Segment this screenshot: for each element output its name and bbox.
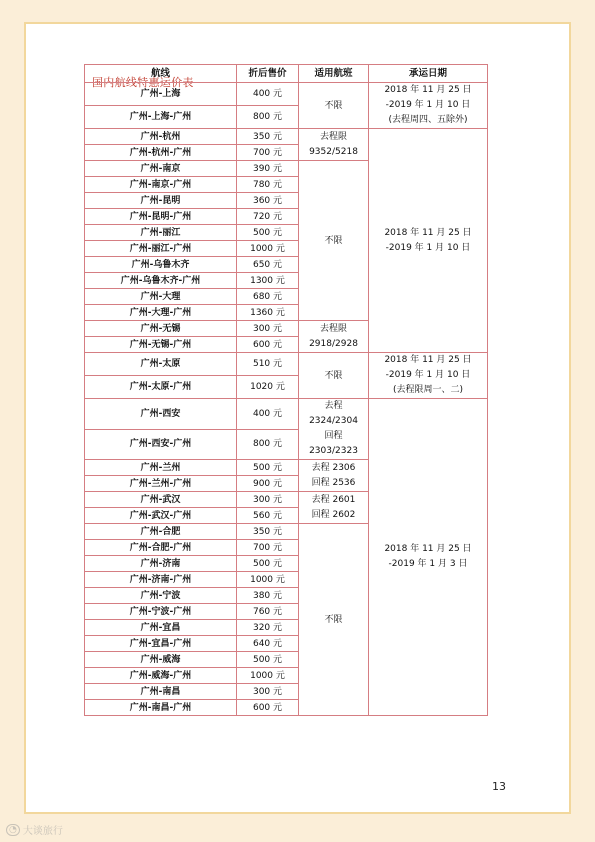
date-cell-line: 2018 年 11 月 25 日 [384, 544, 472, 554]
price-cell: 500 元 [237, 460, 299, 476]
date-cell-line: (去程限周一、二) [392, 385, 464, 395]
watermark-text: 大谈旅行 [22, 826, 63, 837]
price-cell: 500 元 [237, 652, 299, 668]
flight-cell [299, 492, 369, 524]
route-cell: 广州-西安 [85, 399, 237, 430]
price-cell: 360 元 [237, 193, 299, 209]
date-cell-line: -2019 年 1 月 10 日 [385, 242, 471, 253]
flight-cell: 不限 [299, 161, 369, 321]
price-cell: 680 元 [237, 289, 299, 305]
route-cell: 广州-上海 [85, 83, 237, 106]
date-cell-line: 2018 年 11 月 25 日 [384, 355, 472, 365]
price-cell: 350 元 [237, 129, 299, 145]
table-row [85, 353, 488, 376]
price-cell: 640 元 [237, 636, 299, 652]
route-cell: 广州-合肥-广州 [85, 540, 237, 556]
header-route: 航线 [85, 65, 237, 83]
route-cell: 广州-昆明-广州 [85, 209, 237, 225]
flight-cell [299, 460, 369, 492]
route-cell: 广州-丽江-广州 [85, 241, 237, 257]
price-cell: 800 元 [237, 106, 299, 129]
table-row [85, 399, 488, 430]
page-number: 13 [492, 780, 506, 793]
date-cell-line: -2019 年 1 月 10 日 [385, 370, 471, 380]
price-cell: 700 元 [237, 145, 299, 161]
route-cell: 广州-南京-广州 [85, 177, 237, 193]
route-cell: 广州-武汉 [85, 492, 237, 508]
route-cell: 广州-无锡-广州 [85, 337, 237, 353]
price-cell: 650 元 [237, 257, 299, 273]
date-cell [369, 129, 488, 353]
route-cell: 广州-济南-广州 [85, 572, 237, 588]
price-cell: 500 元 [237, 556, 299, 572]
date-cell [369, 399, 488, 716]
route-cell: 广州-西安-广州 [85, 429, 237, 460]
date-cell-line: 2018 年 11 月 25 日 [384, 85, 472, 95]
route-cell: 广州-昆明 [85, 193, 237, 209]
price-cell: 700 元 [237, 540, 299, 556]
flight-cell-line: 回程 2602 [311, 509, 356, 520]
fare-table [84, 64, 488, 716]
table-title: 国内航线特惠运价表 [92, 76, 194, 89]
route-cell: 广州-合肥 [85, 524, 237, 540]
route-cell: 广州-济南 [85, 556, 237, 572]
date-cell [369, 353, 488, 399]
flight-cell: 不限 [299, 353, 369, 399]
flight-cell: 不限 [299, 83, 369, 129]
price-cell: 1360 元 [237, 305, 299, 321]
price-cell: 1000 元 [237, 572, 299, 588]
flight-cell-line: 2324/2304 [309, 416, 358, 426]
price-cell: 1020 元 [237, 376, 299, 399]
route-cell: 广州-威海 [85, 652, 237, 668]
route-cell: 广州-大理-广州 [85, 305, 237, 321]
price-cell: 720 元 [237, 209, 299, 225]
flight-cell [299, 399, 369, 460]
watermark-logo-icon: ◔ [6, 824, 20, 836]
route-cell: 广州-宁波-广州 [85, 604, 237, 620]
price-cell: 390 元 [237, 161, 299, 177]
price-cell: 500 元 [237, 225, 299, 241]
flight-cell: 不限 [299, 524, 369, 716]
route-cell: 广州-威海-广州 [85, 668, 237, 684]
table-row [85, 129, 488, 145]
route-cell: 广州-宜昌-广州 [85, 636, 237, 652]
date-cell-line: 2018 年 11 月 25 日 [384, 227, 472, 238]
watermark [6, 822, 63, 837]
route-cell: 广州-太原 [85, 353, 237, 376]
route-cell: 广州-上海-广州 [85, 106, 237, 129]
price-cell: 780 元 [237, 177, 299, 193]
route-cell: 广州-宜昌 [85, 620, 237, 636]
price-cell: 800 元 [237, 429, 299, 460]
flight-cell-line: 2918/2928 [309, 338, 358, 349]
table-row [85, 83, 488, 106]
price-cell: 1000 元 [237, 241, 299, 257]
price-cell: 300 元 [237, 684, 299, 700]
route-cell: 广州-杭州 [85, 129, 237, 145]
flight-cell-line: 去程 2306 [311, 462, 356, 473]
route-cell: 广州-兰州-广州 [85, 476, 237, 492]
price-cell: 400 元 [237, 83, 299, 106]
price-cell: 1300 元 [237, 273, 299, 289]
route-cell: 广州-杭州-广州 [85, 145, 237, 161]
price-cell: 300 元 [237, 492, 299, 508]
fare-table-body [85, 83, 488, 716]
route-cell: 广州-丽江 [85, 225, 237, 241]
date-cell [369, 83, 488, 129]
route-cell: 广州-兰州 [85, 460, 237, 476]
route-cell: 广州-南昌 [85, 684, 237, 700]
route-cell: 广州-太原-广州 [85, 376, 237, 399]
price-cell: 560 元 [237, 508, 299, 524]
route-cell: 广州-乌鲁木齐 [85, 257, 237, 273]
date-cell-line: -2019 年 1 月 10 日 [385, 100, 471, 110]
price-cell: 760 元 [237, 604, 299, 620]
route-cell: 广州-南京 [85, 161, 237, 177]
flight-cell-line: 2303/2323 [309, 446, 358, 456]
price-cell: 600 元 [237, 337, 299, 353]
flight-cell-line: 去程 2601 [311, 494, 356, 505]
flight-cell-line: 回程 [324, 431, 343, 441]
date-cell-line: (去程周四、五除外) [388, 115, 468, 125]
date-cell-line: -2019 年 1 月 3 日 [388, 559, 468, 569]
flight-cell-line: 去程限 [319, 131, 347, 142]
price-cell: 510 元 [237, 353, 299, 376]
route-cell: 广州-乌鲁木齐-广州 [85, 273, 237, 289]
price-cell: 600 元 [237, 700, 299, 716]
price-cell: 900 元 [237, 476, 299, 492]
route-cell: 广州-南昌-广州 [85, 700, 237, 716]
table-header-row [85, 65, 488, 83]
route-cell: 广州-武汉-广州 [85, 508, 237, 524]
route-cell: 广州-无锡 [85, 321, 237, 337]
price-cell: 1000 元 [237, 668, 299, 684]
flight-cell [299, 129, 369, 161]
header-price: 折后售价 [237, 65, 299, 83]
header-dates: 承运日期 [369, 65, 488, 83]
flight-cell-line: 去程限 [319, 323, 347, 334]
price-cell: 380 元 [237, 588, 299, 604]
flight-cell-line: 9352/5218 [309, 146, 358, 157]
route-cell: 广州-宁波 [85, 588, 237, 604]
price-cell: 300 元 [237, 321, 299, 337]
price-cell: 400 元 [237, 399, 299, 430]
price-cell: 350 元 [237, 524, 299, 540]
flight-cell-line: 去程 [324, 401, 343, 411]
route-cell: 广州-大理 [85, 289, 237, 305]
price-cell: 320 元 [237, 620, 299, 636]
flight-cell [299, 321, 369, 353]
flight-cell-line: 回程 2536 [311, 477, 356, 488]
header-flights: 适用航班 [299, 65, 369, 83]
